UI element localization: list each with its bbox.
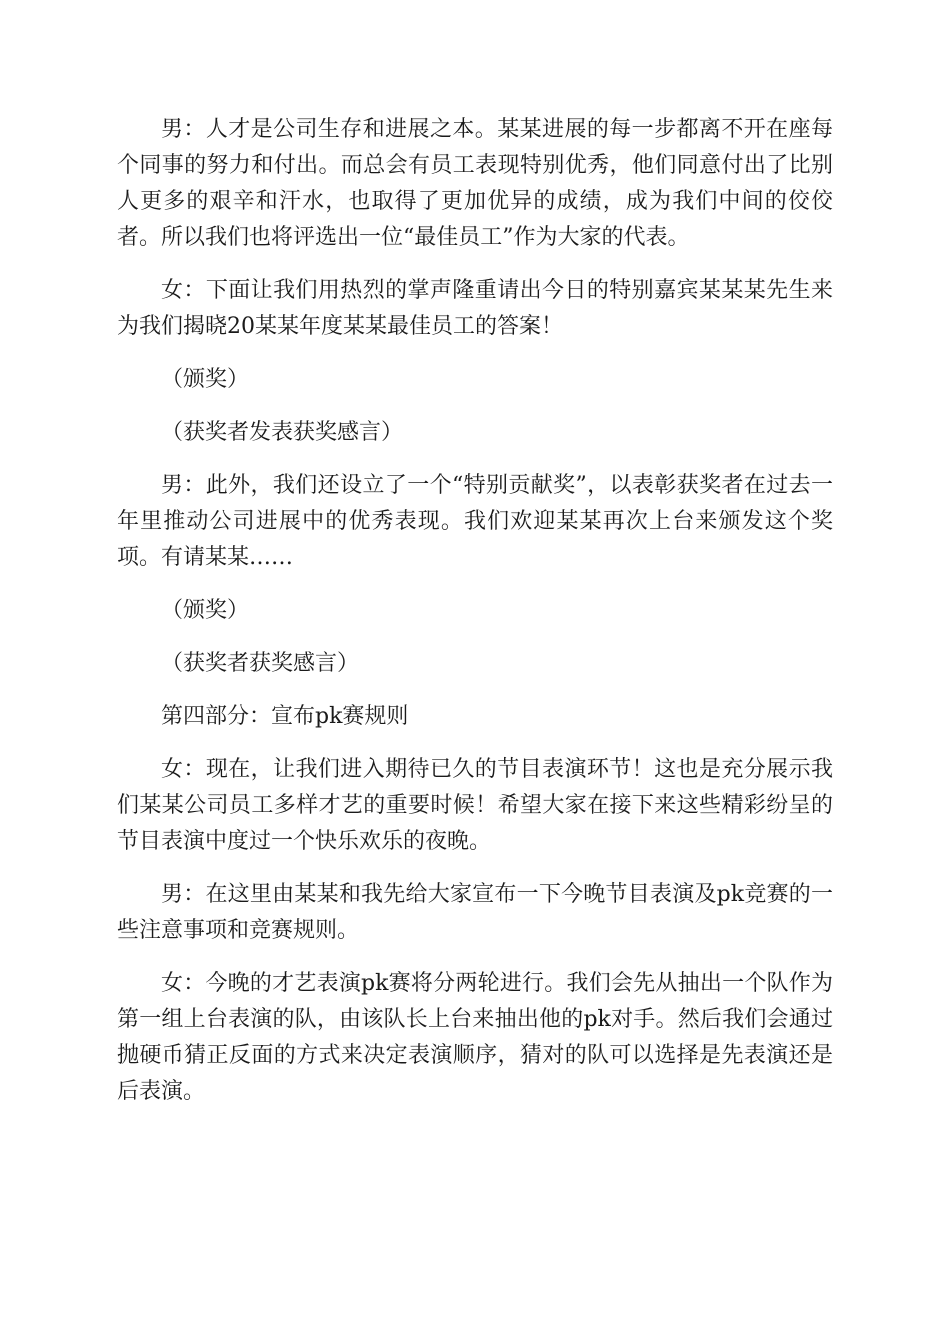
paragraph-award-2: （颁奖） — [161, 598, 250, 623]
paragraph-guest-invite: 女：下面让我们用热烈的掌声隆重请出今日的特别嘉宾某某某先生来为我们揭晓20某某年度某某最佳员工的答案！ — [117, 278, 833, 339]
section-heading-part-four: 第四部分：宣布pk赛规则 — [161, 704, 409, 729]
paragraph-special-contribution: 男：此外，我们还设立了一个“特别贡献奖”，以表彰获奖者在过去一年里推动公司进展中的优秀表现。我们欢迎某某再次上台来颁发这个奖项。有请某某…… — [117, 473, 833, 570]
paragraph-rules-announce: 男：在这里由某某和我先给大家宣布一下今晚节目表演及pk竞赛的一些注意事项和竞赛规则。 — [117, 882, 833, 943]
paragraph-best-employee-intro: 男：人才是公司生存和进展之本。某某进展的每一步都离不开在座每个同事的努力和付出。而总会有员工表现特别优秀，他们同意付出了比别人更多的艰辛和汗水，也取得了更加优异的成绩，成为我们中间的佼佼者。所以我们也将评选出一位“最佳员工”作为大家的代表。 — [117, 117, 833, 250]
document-page — [117, 112, 833, 1127]
paragraph-winner-speech-1: （获奖者发表获奖感言） — [161, 420, 404, 445]
paragraph-award-1: （颁奖） — [161, 367, 250, 392]
paragraph-winner-speech-2: （获奖者获奖感言） — [161, 651, 360, 676]
paragraph-performance-intro: 女：现在，让我们进入期待已久的节目表演环节！这也是充分展示我们某某公司员工多样才艺的重要时候！希望大家在接下来这些精彩纷呈的节目表演中度过一个快乐欢乐的夜晚。 — [117, 757, 833, 854]
paragraph-pk-rules: 女：今晚的才艺表演pk赛将分两轮进行。我们会先从抽出一个队作为第一组上台表演的队，由该队长上台来抽出他的pk对手。然后我们会通过抛硬币猜正反面的方式来决定表演顺序，猜对的队可以选择是先表演还是后表演。 — [117, 971, 833, 1104]
